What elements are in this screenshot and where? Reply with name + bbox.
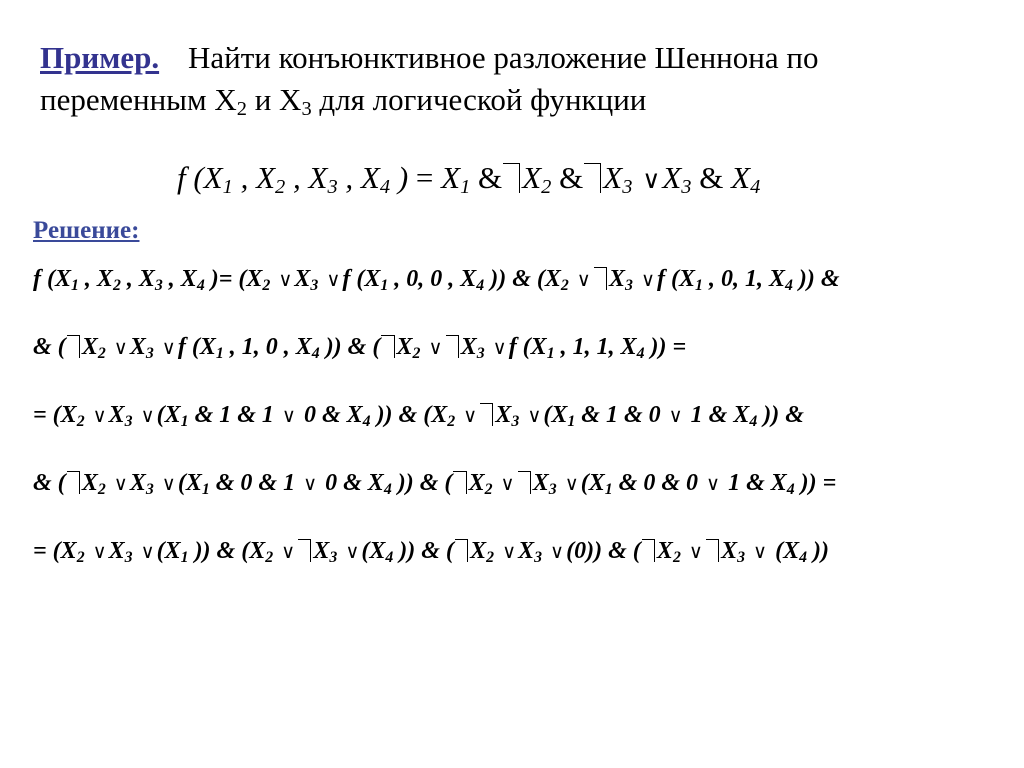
negation-icon (503, 163, 520, 192)
negation-icon (706, 539, 719, 562)
task-text-part: для логической функции (311, 82, 647, 117)
negation-icon (446, 335, 459, 358)
main-formula: f ($X_1$ , $X_2$ , $X_3$ , $X_4$ ) = $X_1$ & $X_2$ & $X_3$ $\vee X_3$ & $X_4$ (177, 160, 761, 199)
negation-icon (67, 471, 80, 494)
task-text-line-1: Найти конъюнктивное разложение Шеннона по (188, 40, 819, 75)
negation-icon (480, 403, 493, 426)
task-text-part: и X (246, 82, 302, 117)
task-sub: 2 (236, 98, 247, 121)
negation-icon (584, 163, 601, 192)
negation-icon (594, 267, 607, 290)
solution-line-5: = ($X_2$ $\vee X_3$ $\vee(X_1$ )) & ($X_2$ ∨ $X_3$ $\vee(X_4$ )) & ( $X_2$ $\vee X_3$ ∨(0)) & ( $X_2$ ∨ $X_3$ ∨ ($X_4$ )) (33, 538, 829, 566)
negation-icon (381, 335, 394, 358)
solution-line-2: & ( $X_2$ $\vee X_3$ ∨f ($X_1$ , 1, 0 , $X_4$ )) & ( $X_2$ ∨ $X_3$ ∨f ($X_1$ , 1, 1, $X_4$ )) = (33, 334, 687, 362)
task-text-line-2 (40, 82, 647, 121)
task-text-part: переменным X (40, 82, 237, 117)
negation-icon (518, 471, 531, 494)
negation-icon (455, 539, 468, 562)
negation-icon (642, 539, 655, 562)
solution-line-1: f ($X_1$ , $X_2$ , $X_3$ , $X_4$ )= ($X_2$ $\vee X_3$ ∨f ($X_1$ , 0, 0 , $X_4$ )) & ($X_2$ ∨ $X_3$ ∨f ($X_1$ , 0, 1, $X_4$ )) & (33, 266, 840, 294)
negation-icon (67, 335, 80, 358)
task-sub: 3 (301, 98, 312, 121)
solution-line-3: = ($X_2$ $\vee X_3$ $\vee(X_1$ & 1 & 1 ∨ 0 & $X_4$ )) & ($X_2$ ∨ $X_3$ $\vee(X_1$ & 1 & 0 ∨ 1 & $X_4$ )) & (33, 402, 804, 430)
example-label: Пример. (40, 40, 160, 75)
negation-icon (298, 539, 311, 562)
solution-line-4: & ( $X_2$ $\vee X_3$ $\vee(X_1$ & 0 & 1 ∨ 0 & $X_4$ )) & ( $X_2$ ∨ $X_3$ $\vee(X_1$ & 0 & 0 ∨ 1 & $X_4$ )) = (33, 470, 837, 498)
solution-label: Решение: (33, 217, 140, 244)
negation-icon (453, 471, 466, 494)
